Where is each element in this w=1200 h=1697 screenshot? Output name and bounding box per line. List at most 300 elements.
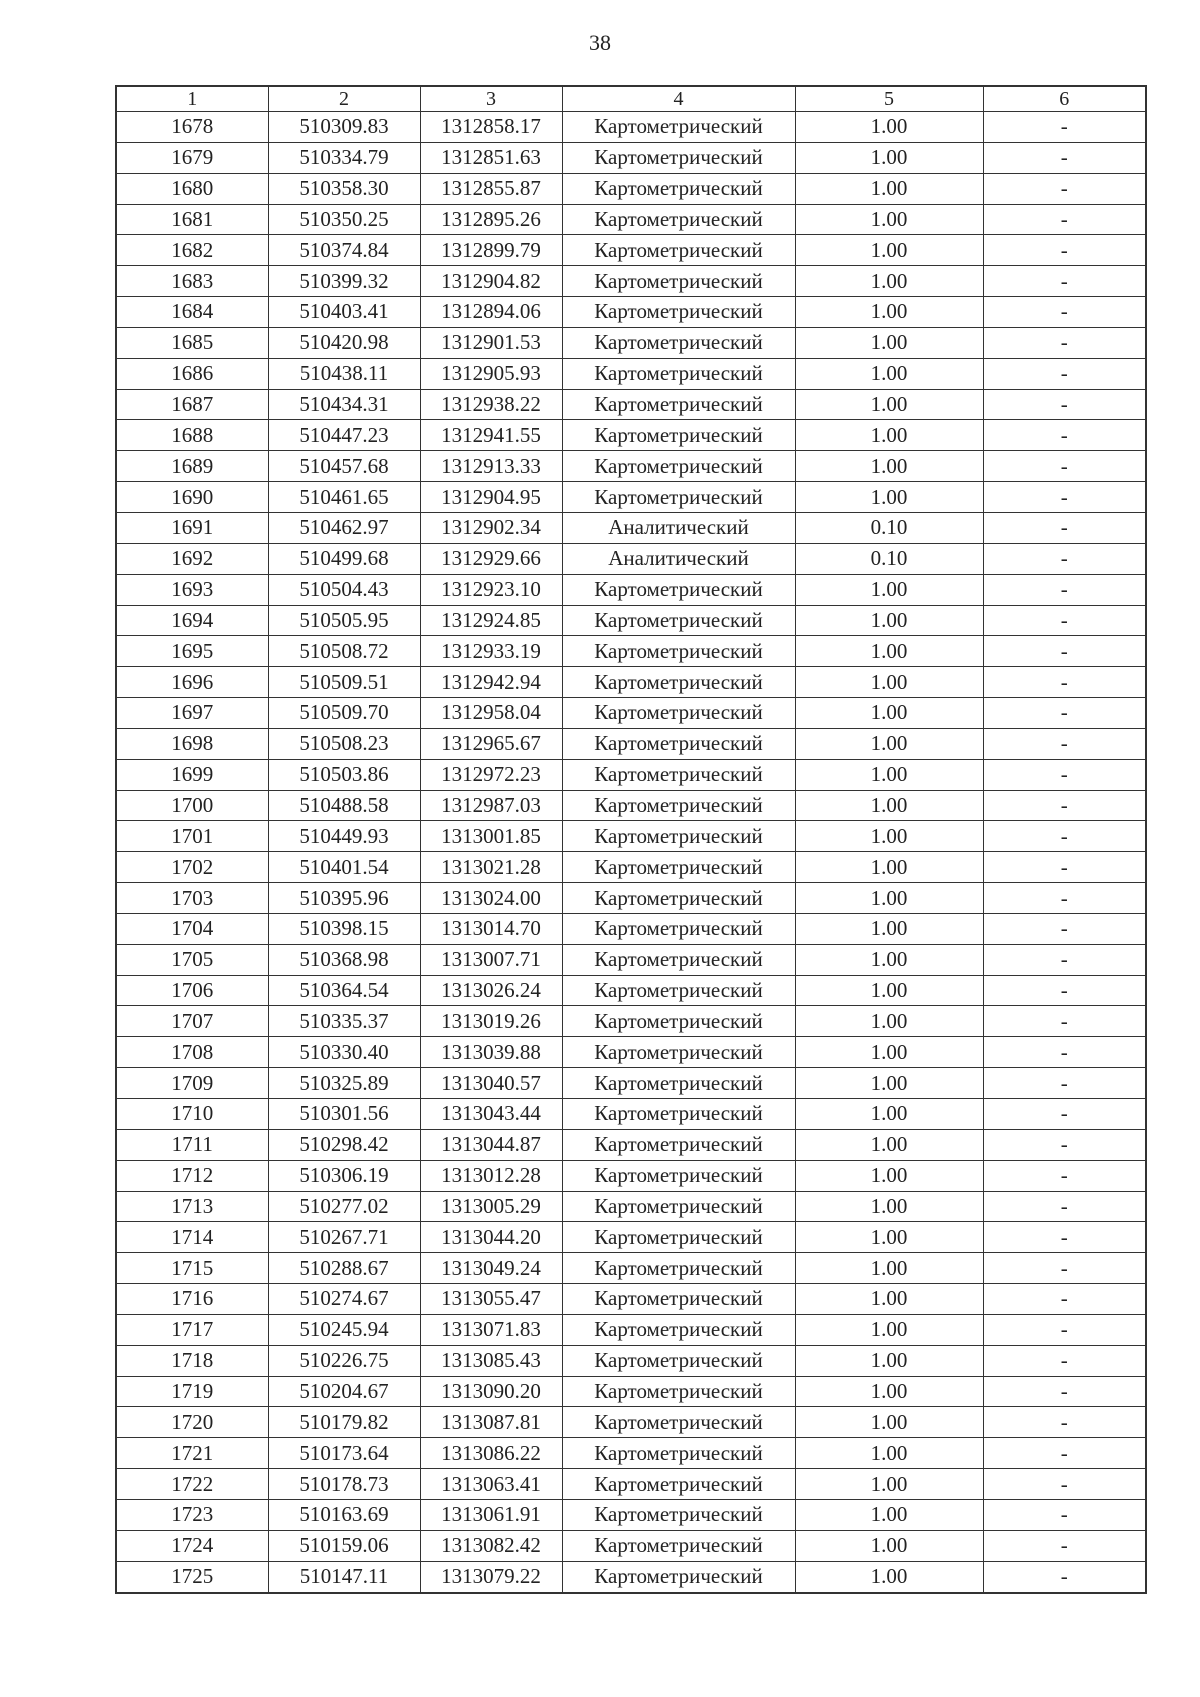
y-coordinate-cell: 1313001.85: [420, 821, 562, 852]
table-row: [116, 1469, 1146, 1500]
note-cell: -: [983, 327, 1146, 358]
accuracy-cell: 1.00: [795, 1099, 983, 1130]
table-row: [116, 543, 1146, 574]
table-row: [116, 636, 1146, 667]
y-coordinate-cell: 1313086.22: [420, 1438, 562, 1469]
x-coordinate-cell: 510325.89: [268, 1068, 420, 1099]
table-row: [116, 574, 1146, 605]
note-cell: -: [983, 574, 1146, 605]
table-header: [116, 86, 1146, 112]
table-row: [116, 1530, 1146, 1561]
point-number-cell: 1707: [116, 1006, 268, 1037]
header-row: [116, 86, 1146, 112]
point-number-cell: 1714: [116, 1222, 268, 1253]
accuracy-cell: 1.00: [795, 1129, 983, 1160]
point-number-cell: 1710: [116, 1099, 268, 1130]
x-coordinate-cell: 510245.94: [268, 1314, 420, 1345]
column-header-2: 2: [268, 86, 420, 112]
method-cell: Картометрический: [562, 1376, 795, 1407]
method-cell: Картометрический: [562, 728, 795, 759]
y-coordinate-cell: 1312894.06: [420, 297, 562, 328]
column-header-6: 6: [983, 86, 1146, 112]
accuracy-cell: 1.00: [795, 1438, 983, 1469]
x-coordinate-cell: 510503.86: [268, 759, 420, 790]
x-coordinate-cell: 510178.73: [268, 1469, 420, 1500]
point-number-cell: 1690: [116, 482, 268, 513]
method-cell: Картометрический: [562, 1068, 795, 1099]
accuracy-cell: 1.00: [795, 1068, 983, 1099]
point-number-cell: 1691: [116, 512, 268, 543]
point-number-cell: 1704: [116, 913, 268, 944]
x-coordinate-cell: 510488.58: [268, 790, 420, 821]
method-cell: Картометрический: [562, 142, 795, 173]
x-coordinate-cell: 510504.43: [268, 574, 420, 605]
method-cell: Картометрический: [562, 944, 795, 975]
table-row: [116, 852, 1146, 883]
method-cell: Картометрический: [562, 574, 795, 605]
accuracy-cell: 1.00: [795, 821, 983, 852]
x-coordinate-cell: 510449.93: [268, 821, 420, 852]
point-number-cell: 1683: [116, 266, 268, 297]
method-cell: Картометрический: [562, 1284, 795, 1315]
point-number-cell: 1698: [116, 728, 268, 759]
x-coordinate-cell: 510288.67: [268, 1253, 420, 1284]
note-cell: -: [983, 1345, 1146, 1376]
x-coordinate-cell: 510204.67: [268, 1376, 420, 1407]
x-coordinate-cell: 510505.95: [268, 605, 420, 636]
y-coordinate-cell: 1313071.83: [420, 1314, 562, 1345]
method-cell: Картометрический: [562, 667, 795, 698]
point-number-cell: 1688: [116, 420, 268, 451]
point-number-cell: 1721: [116, 1438, 268, 1469]
table-row: [116, 482, 1146, 513]
y-coordinate-cell: 1312941.55: [420, 420, 562, 451]
accuracy-cell: 1.00: [795, 790, 983, 821]
x-coordinate-cell: 510434.31: [268, 389, 420, 420]
note-cell: -: [983, 451, 1146, 482]
note-cell: -: [983, 266, 1146, 297]
y-coordinate-cell: 1312913.33: [420, 451, 562, 482]
y-coordinate-cell: 1312858.17: [420, 112, 562, 143]
accuracy-cell: 1.00: [795, 1469, 983, 1500]
point-number-cell: 1720: [116, 1407, 268, 1438]
method-cell: Картометрический: [562, 605, 795, 636]
method-cell: Картометрический: [562, 1530, 795, 1561]
note-cell: -: [983, 235, 1146, 266]
method-cell: Картометрический: [562, 1006, 795, 1037]
accuracy-cell: 1.00: [795, 204, 983, 235]
x-coordinate-cell: 510509.51: [268, 667, 420, 698]
y-coordinate-cell: 1313079.22: [420, 1561, 562, 1592]
y-coordinate-cell: 1313007.71: [420, 944, 562, 975]
table-row: [116, 1561, 1146, 1592]
accuracy-cell: 1.00: [795, 266, 983, 297]
point-number-cell: 1703: [116, 883, 268, 914]
x-coordinate-cell: 510306.19: [268, 1160, 420, 1191]
y-coordinate-cell: 1312899.79: [420, 235, 562, 266]
y-coordinate-cell: 1313019.26: [420, 1006, 562, 1037]
point-number-cell: 1702: [116, 852, 268, 883]
table-row: [116, 975, 1146, 1006]
accuracy-cell: 1.00: [795, 482, 983, 513]
note-cell: -: [983, 605, 1146, 636]
x-coordinate-cell: 510364.54: [268, 975, 420, 1006]
accuracy-cell: 1.00: [795, 1561, 983, 1592]
table-row: [116, 1037, 1146, 1068]
accuracy-cell: 1.00: [795, 1160, 983, 1191]
method-cell: Картометрический: [562, 975, 795, 1006]
y-coordinate-cell: 1312901.53: [420, 327, 562, 358]
method-cell: Картометрический: [562, 913, 795, 944]
method-cell: Картометрический: [562, 1469, 795, 1500]
accuracy-cell: 1.00: [795, 1222, 983, 1253]
note-cell: -: [983, 173, 1146, 204]
accuracy-cell: 1.00: [795, 975, 983, 1006]
y-coordinate-cell: 1313024.00: [420, 883, 562, 914]
y-coordinate-cell: 1313063.41: [420, 1469, 562, 1500]
note-cell: -: [983, 420, 1146, 451]
table-row: [116, 1099, 1146, 1130]
accuracy-cell: 1.00: [795, 297, 983, 328]
coordinates-table: [115, 85, 1147, 1594]
point-number-cell: 1693: [116, 574, 268, 605]
accuracy-cell: 1.00: [795, 1499, 983, 1530]
method-cell: Картометрический: [562, 821, 795, 852]
note-cell: -: [983, 667, 1146, 698]
point-number-cell: 1680: [116, 173, 268, 204]
accuracy-cell: 1.00: [795, 358, 983, 389]
y-coordinate-cell: 1313040.57: [420, 1068, 562, 1099]
note-cell: -: [983, 1530, 1146, 1561]
point-number-cell: 1706: [116, 975, 268, 1006]
table-row: [116, 944, 1146, 975]
accuracy-cell: 1.00: [795, 698, 983, 729]
x-coordinate-cell: 510330.40: [268, 1037, 420, 1068]
method-cell: Картометрический: [562, 759, 795, 790]
accuracy-cell: 1.00: [795, 173, 983, 204]
accuracy-cell: 1.00: [795, 1376, 983, 1407]
y-coordinate-cell: 1312895.26: [420, 204, 562, 235]
note-cell: -: [983, 975, 1146, 1006]
point-number-cell: 1692: [116, 543, 268, 574]
y-coordinate-cell: 1313039.88: [420, 1037, 562, 1068]
table-row: [116, 1068, 1146, 1099]
note-cell: -: [983, 1284, 1146, 1315]
accuracy-cell: 1.00: [795, 852, 983, 883]
note-cell: -: [983, 1376, 1146, 1407]
y-coordinate-cell: 1312987.03: [420, 790, 562, 821]
x-coordinate-cell: 510368.98: [268, 944, 420, 975]
y-coordinate-cell: 1312942.94: [420, 667, 562, 698]
accuracy-cell: 1.00: [795, 883, 983, 914]
table-row: [116, 327, 1146, 358]
table-row: [116, 1314, 1146, 1345]
x-coordinate-cell: 510334.79: [268, 142, 420, 173]
column-header-5: 5: [795, 86, 983, 112]
note-cell: -: [983, 913, 1146, 944]
x-coordinate-cell: 510173.64: [268, 1438, 420, 1469]
y-coordinate-cell: 1313043.44: [420, 1099, 562, 1130]
note-cell: -: [983, 1068, 1146, 1099]
y-coordinate-cell: 1313021.28: [420, 852, 562, 883]
table-row: [116, 266, 1146, 297]
table-row: [116, 821, 1146, 852]
table-row: [116, 790, 1146, 821]
point-number-cell: 1678: [116, 112, 268, 143]
note-cell: -: [983, 142, 1146, 173]
note-cell: -: [983, 1037, 1146, 1068]
accuracy-cell: 1.00: [795, 1407, 983, 1438]
y-coordinate-cell: 1313061.91: [420, 1499, 562, 1530]
method-cell: Картометрический: [562, 1222, 795, 1253]
x-coordinate-cell: 510509.70: [268, 698, 420, 729]
x-coordinate-cell: 510267.71: [268, 1222, 420, 1253]
method-cell: Аналитический: [562, 543, 795, 574]
y-coordinate-cell: 1313055.47: [420, 1284, 562, 1315]
y-coordinate-cell: 1312923.10: [420, 574, 562, 605]
x-coordinate-cell: 510395.96: [268, 883, 420, 914]
note-cell: -: [983, 944, 1146, 975]
method-cell: Картометрический: [562, 112, 795, 143]
y-coordinate-cell: 1313014.70: [420, 913, 562, 944]
table-row: [116, 389, 1146, 420]
method-cell: Картометрический: [562, 235, 795, 266]
accuracy-cell: 1.00: [795, 728, 983, 759]
point-number-cell: 1713: [116, 1191, 268, 1222]
note-cell: -: [983, 358, 1146, 389]
point-number-cell: 1722: [116, 1469, 268, 1500]
y-coordinate-cell: 1313049.24: [420, 1253, 562, 1284]
accuracy-cell: 1.00: [795, 913, 983, 944]
note-cell: -: [983, 1561, 1146, 1592]
method-cell: Картометрический: [562, 266, 795, 297]
table-row: [116, 883, 1146, 914]
accuracy-cell: 1.00: [795, 235, 983, 266]
x-coordinate-cell: 510350.25: [268, 204, 420, 235]
table-row: [116, 204, 1146, 235]
table-row: [116, 1438, 1146, 1469]
x-coordinate-cell: 510457.68: [268, 451, 420, 482]
point-number-cell: 1711: [116, 1129, 268, 1160]
method-cell: Картометрический: [562, 1191, 795, 1222]
note-cell: -: [983, 852, 1146, 883]
point-number-cell: 1696: [116, 667, 268, 698]
y-coordinate-cell: 1312902.34: [420, 512, 562, 543]
accuracy-cell: 1.00: [795, 944, 983, 975]
point-number-cell: 1709: [116, 1068, 268, 1099]
x-coordinate-cell: 510309.83: [268, 112, 420, 143]
note-cell: -: [983, 1314, 1146, 1345]
note-cell: -: [983, 1222, 1146, 1253]
method-cell: Картометрический: [562, 204, 795, 235]
x-coordinate-cell: 510401.54: [268, 852, 420, 883]
y-coordinate-cell: 1313012.28: [420, 1160, 562, 1191]
note-cell: -: [983, 790, 1146, 821]
note-cell: -: [983, 112, 1146, 143]
note-cell: -: [983, 821, 1146, 852]
y-coordinate-cell: 1312904.95: [420, 482, 562, 513]
table-row: [116, 1284, 1146, 1315]
accuracy-cell: 1.00: [795, 1037, 983, 1068]
table-row: [116, 1006, 1146, 1037]
table-row: [116, 142, 1146, 173]
point-number-cell: 1717: [116, 1314, 268, 1345]
point-number-cell: 1679: [116, 142, 268, 173]
table-row: [116, 1499, 1146, 1530]
accuracy-cell: 1.00: [795, 142, 983, 173]
accuracy-cell: 1.00: [795, 605, 983, 636]
y-coordinate-cell: 1312972.23: [420, 759, 562, 790]
point-number-cell: 1681: [116, 204, 268, 235]
point-number-cell: 1701: [116, 821, 268, 852]
point-number-cell: 1700: [116, 790, 268, 821]
x-coordinate-cell: 510461.65: [268, 482, 420, 513]
y-coordinate-cell: 1312851.63: [420, 142, 562, 173]
column-header-3: 3: [420, 86, 562, 112]
accuracy-cell: 1.00: [795, 389, 983, 420]
method-cell: Картометрический: [562, 1499, 795, 1530]
point-number-cell: 1705: [116, 944, 268, 975]
point-number-cell: 1699: [116, 759, 268, 790]
method-cell: Картометрический: [562, 636, 795, 667]
note-cell: -: [983, 636, 1146, 667]
table-row: [116, 173, 1146, 204]
point-number-cell: 1715: [116, 1253, 268, 1284]
table-row: [116, 1345, 1146, 1376]
x-coordinate-cell: 510358.30: [268, 173, 420, 204]
method-cell: Картометрический: [562, 451, 795, 482]
y-coordinate-cell: 1313044.20: [420, 1222, 562, 1253]
x-coordinate-cell: 510277.02: [268, 1191, 420, 1222]
table-row: [116, 698, 1146, 729]
method-cell: Картометрический: [562, 1407, 795, 1438]
method-cell: Картометрический: [562, 327, 795, 358]
table-row: [116, 112, 1146, 143]
x-coordinate-cell: 510147.11: [268, 1561, 420, 1592]
column-header-1: 1: [116, 86, 268, 112]
method-cell: Картометрический: [562, 1253, 795, 1284]
table-body: [116, 112, 1146, 1593]
x-coordinate-cell: 510447.23: [268, 420, 420, 451]
point-number-cell: 1718: [116, 1345, 268, 1376]
y-coordinate-cell: 1313085.43: [420, 1345, 562, 1376]
table-row: [116, 913, 1146, 944]
method-cell: Картометрический: [562, 297, 795, 328]
x-coordinate-cell: 510499.68: [268, 543, 420, 574]
method-cell: Картометрический: [562, 1037, 795, 1068]
y-coordinate-cell: 1312938.22: [420, 389, 562, 420]
method-cell: Картометрический: [562, 790, 795, 821]
point-number-cell: 1697: [116, 698, 268, 729]
method-cell: Картометрический: [562, 482, 795, 513]
accuracy-cell: 1.00: [795, 112, 983, 143]
point-number-cell: 1682: [116, 235, 268, 266]
accuracy-cell: 1.00: [795, 1253, 983, 1284]
table-row: [116, 605, 1146, 636]
method-cell: Картометрический: [562, 1099, 795, 1130]
x-coordinate-cell: 510374.84: [268, 235, 420, 266]
y-coordinate-cell: 1313005.29: [420, 1191, 562, 1222]
method-cell: Картометрический: [562, 358, 795, 389]
note-cell: -: [983, 883, 1146, 914]
method-cell: Картометрический: [562, 1314, 795, 1345]
x-coordinate-cell: 510163.69: [268, 1499, 420, 1530]
note-cell: -: [983, 1438, 1146, 1469]
point-number-cell: 1716: [116, 1284, 268, 1315]
point-number-cell: 1725: [116, 1561, 268, 1592]
x-coordinate-cell: 510438.11: [268, 358, 420, 389]
x-coordinate-cell: 510274.67: [268, 1284, 420, 1315]
column-header-4: 4: [562, 86, 795, 112]
x-coordinate-cell: 510508.72: [268, 636, 420, 667]
point-number-cell: 1686: [116, 358, 268, 389]
accuracy-cell: 1.00: [795, 1345, 983, 1376]
x-coordinate-cell: 510399.32: [268, 266, 420, 297]
x-coordinate-cell: 510226.75: [268, 1345, 420, 1376]
method-cell: Картометрический: [562, 389, 795, 420]
method-cell: Картометрический: [562, 420, 795, 451]
y-coordinate-cell: 1313090.20: [420, 1376, 562, 1407]
table-row: [116, 1222, 1146, 1253]
method-cell: Картометрический: [562, 173, 795, 204]
point-number-cell: 1724: [116, 1530, 268, 1561]
x-coordinate-cell: 510301.56: [268, 1099, 420, 1130]
note-cell: -: [983, 1160, 1146, 1191]
y-coordinate-cell: 1313026.24: [420, 975, 562, 1006]
note-cell: -: [983, 1407, 1146, 1438]
y-coordinate-cell: 1313044.87: [420, 1129, 562, 1160]
point-number-cell: 1695: [116, 636, 268, 667]
note-cell: -: [983, 728, 1146, 759]
point-number-cell: 1684: [116, 297, 268, 328]
x-coordinate-cell: 510159.06: [268, 1530, 420, 1561]
note-cell: -: [983, 512, 1146, 543]
note-cell: -: [983, 204, 1146, 235]
table-row: [116, 1376, 1146, 1407]
accuracy-cell: 1.00: [795, 1314, 983, 1345]
note-cell: -: [983, 759, 1146, 790]
table-row: [116, 667, 1146, 698]
table-row: [116, 512, 1146, 543]
y-coordinate-cell: 1313087.81: [420, 1407, 562, 1438]
point-number-cell: 1719: [116, 1376, 268, 1407]
method-cell: Картометрический: [562, 1561, 795, 1592]
method-cell: Картометрический: [562, 852, 795, 883]
note-cell: -: [983, 1253, 1146, 1284]
method-cell: Картометрический: [562, 698, 795, 729]
accuracy-cell: 0.10: [795, 512, 983, 543]
x-coordinate-cell: 510398.15: [268, 913, 420, 944]
table-row: [116, 759, 1146, 790]
table-row: [116, 297, 1146, 328]
y-coordinate-cell: 1312958.04: [420, 698, 562, 729]
accuracy-cell: 1.00: [795, 1284, 983, 1315]
x-coordinate-cell: 510462.97: [268, 512, 420, 543]
accuracy-cell: 1.00: [795, 420, 983, 451]
note-cell: -: [983, 1469, 1146, 1500]
accuracy-cell: 1.00: [795, 1006, 983, 1037]
note-cell: -: [983, 482, 1146, 513]
point-number-cell: 1689: [116, 451, 268, 482]
point-number-cell: 1723: [116, 1499, 268, 1530]
table-row: [116, 358, 1146, 389]
note-cell: -: [983, 297, 1146, 328]
method-cell: Картометрический: [562, 1345, 795, 1376]
point-number-cell: 1685: [116, 327, 268, 358]
accuracy-cell: 1.00: [795, 759, 983, 790]
x-coordinate-cell: 510508.23: [268, 728, 420, 759]
method-cell: Картометрический: [562, 1438, 795, 1469]
